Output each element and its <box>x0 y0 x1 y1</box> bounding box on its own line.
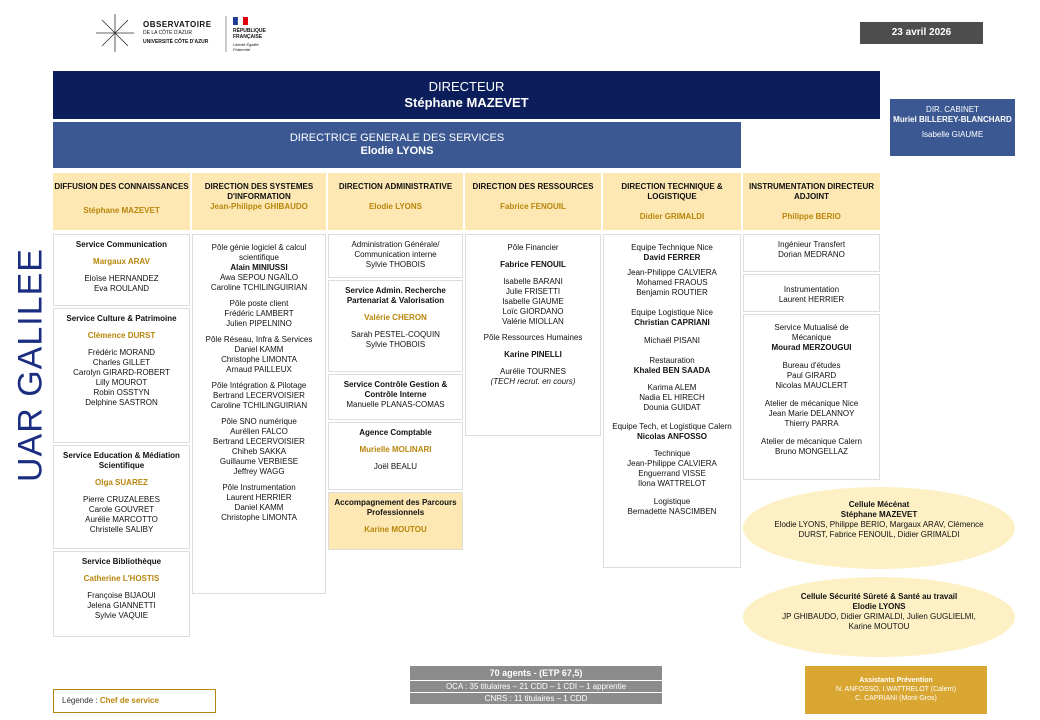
service-box <box>328 234 463 278</box>
legend-chief: Chef de service <box>99 696 159 705</box>
member: Caroline TCHILINGUIRIAN <box>210 401 308 410</box>
service-title: Agence Comptable <box>359 428 432 437</box>
group-label: Equipe Logistique Nice <box>631 308 713 317</box>
member: Laurent HERRIER <box>226 493 292 502</box>
member: Jeffrey WAGG <box>233 467 285 476</box>
group-lead: Nicolas ANFOSSO <box>637 432 707 441</box>
member: Isabelle GIAUME <box>502 297 564 306</box>
service-title: Service Culture & Patrimoine <box>66 314 177 323</box>
member: Françoise BIJAOUI <box>87 591 156 600</box>
service-chief: Catherine L'HOSTIS <box>83 574 160 583</box>
observatoire-logo <box>75 12 285 57</box>
cabinet-assistant: Isabelle GIAUME <box>921 130 984 139</box>
cellule-mecenat <box>743 487 1015 569</box>
service-title: Accompagnement des Parcours Professionnels <box>334 498 457 517</box>
service-box <box>743 274 880 312</box>
member: Isabelle BARANI <box>503 277 563 286</box>
cellule-lead: Stéphane MAZEVET <box>840 510 918 519</box>
column-header <box>328 173 463 232</box>
member: Chiheb SAKKA <box>231 447 287 456</box>
member: Lilly MOUROT <box>95 378 148 387</box>
member: Paul GIRARD <box>786 371 837 380</box>
member: Delphine SASTRON <box>85 398 158 407</box>
assistants-line1: N. ANFOSSO, I.WATTRELOT (Calern) <box>835 686 957 693</box>
member: Aurélien FALCO <box>230 427 288 436</box>
member: Christophe LIMONTA <box>221 513 297 522</box>
motto: Liberté Égalité Fraternité <box>233 42 259 52</box>
service-title: Administration Générale/ Communication interne <box>351 240 440 259</box>
service-chief: Murielle MOLINARI <box>359 445 432 454</box>
member: Sarah PESTEL-COQUIN <box>351 330 440 339</box>
member: Arnaud PAILLEUX <box>226 365 292 374</box>
service-chief: Valérie CHERON <box>364 313 427 322</box>
legend-prefix: Légende : <box>62 696 100 705</box>
member: Christelle SALIBY <box>89 525 154 534</box>
service-box <box>743 234 880 272</box>
directeur-role: DIRECTEUR <box>428 79 505 94</box>
member: Carole GOUVRET <box>88 505 155 514</box>
group-lead: Mourad MERZOUGUI <box>771 343 852 352</box>
logo-sub: DE LA CÔTE D'AZUR <box>143 30 193 36</box>
member: Sylvie THOBOIS <box>365 340 426 349</box>
service-box <box>328 492 463 550</box>
service-box <box>328 374 463 420</box>
column-chief: Jean-Philippe GHIBAUDO <box>210 202 308 211</box>
member: Julie FRISETTI <box>505 287 561 296</box>
member: Jean Marie DELANNOY <box>768 409 855 418</box>
cabinet-box <box>890 99 1015 156</box>
service-title: Service Contrôle Gestion & Contrôle Interne <box>343 380 448 399</box>
member: Valérie MIOLLAN <box>502 317 564 326</box>
group-label: Pôle Financier <box>507 243 559 252</box>
group-label: Pôle poste client <box>229 299 289 308</box>
member: Ilona WATTRELOT <box>637 479 706 488</box>
member: Frédéric LAMBERT <box>224 309 294 318</box>
cellule-lead: Elodie LYONS <box>852 602 906 611</box>
service-title: Ingénieur Transfert <box>777 240 846 249</box>
service-chief: Margaux ARAV <box>93 257 150 266</box>
member: Jean-Philippe CALVIERA <box>627 459 717 468</box>
service-title: Service Bibliothèque <box>81 557 162 566</box>
logo-uni: UNIVERSITÉ CÔTE D'AZUR <box>143 39 209 45</box>
member: Loïc GIORDANO <box>502 307 564 316</box>
member: Robin OSSTYN <box>93 388 150 397</box>
group-label: Bureau d'études <box>782 361 841 370</box>
member: Nicolas MAUCLERT <box>775 381 848 390</box>
member-note: (TECH recrut. en cours) <box>490 377 576 386</box>
member: Technique <box>653 449 691 458</box>
member: Charles GILLET <box>92 358 151 367</box>
member: Julien PIPELNINO <box>226 319 292 328</box>
column-instrumentation <box>743 173 880 480</box>
cabinet-role: DIR. CABINET <box>926 105 979 114</box>
column-chief: Didier GRIMALDI <box>639 212 705 221</box>
column-dsi <box>192 173 326 594</box>
service-box <box>53 308 190 443</box>
cellule-title: Cellule Mécénat <box>848 500 910 509</box>
service-box <box>743 314 880 480</box>
member: Bernadette NASCIMBEN <box>627 507 717 516</box>
member: Enguerrand VISSE <box>638 469 706 478</box>
member: Eva ROULAND <box>93 284 150 293</box>
stats-agents: 70 agents - (ETP 67,5) <box>410 666 662 680</box>
group-lead: Christian CAPRIANI <box>634 318 710 327</box>
cellule-securite <box>743 577 1015 657</box>
group-label: Restauration <box>649 356 695 365</box>
column-ressources <box>465 173 601 436</box>
member: Dounia GUIDAT <box>643 403 701 412</box>
column-title: DIRECTION DES SYSTEMES D'INFORMATION <box>204 182 314 201</box>
group-lead: Karine PINELLI <box>504 350 562 359</box>
cabinet-name: Muriel BILLEREY-BLANCHARD <box>893 115 1012 124</box>
column-chief: Stéphane MAZEVET <box>83 206 160 215</box>
member: Sylvie VAQUIE <box>94 611 149 620</box>
group-lead: Khaled BEN SAADA <box>633 366 711 375</box>
member: Thierry PARRA <box>784 419 839 428</box>
service-title: Service Admin. Recherche Partenariat & Valorisation <box>345 286 446 305</box>
column-header <box>465 173 601 232</box>
group-label: Atelier de mécanique Nice <box>764 399 859 408</box>
member: Joël BEALU <box>373 462 418 471</box>
service-box <box>53 445 190 549</box>
column-title: INSTRUMENTATION DIRECTEUR ADJOINT <box>748 182 875 201</box>
member: Daniel KAMM <box>234 345 284 354</box>
column-header <box>53 173 190 232</box>
assistants-line2: C. CAPRIANI (Mont-Gros) <box>855 695 937 702</box>
member: Karima ALEM <box>647 383 697 392</box>
column-title: DIFFUSION DES CONNAISSANCES <box>54 182 189 191</box>
member: Bruno MONGELLAZ <box>775 447 848 456</box>
service-title: Service Mutualisé de Mécanique <box>774 323 849 342</box>
group-label: Pôle Réseau, Infra & Services <box>205 335 313 344</box>
legend <box>53 689 216 713</box>
member: Jean-Philippe CALVIERA <box>627 268 717 277</box>
group-label: Atelier de mécanique Calern <box>761 437 862 446</box>
cellule-members: Elodie LYONS, Philippe BERIO, Margaux ARAV, Clémence DURST, Fabrice FENOUIL, Didier GRIMALDI <box>774 520 984 539</box>
member: Christophe LIMONTA <box>221 355 297 364</box>
member: Aurélie MARCOTTO <box>85 515 158 524</box>
member: Caroline TCHILINGUIRIAN <box>210 283 308 292</box>
assistants-title: Assistants Prévention <box>859 677 933 684</box>
column-title: DIRECTION ADMINISTRATIVE <box>338 182 453 191</box>
member: Sylvie THOBOIS <box>365 260 426 269</box>
member: Manuelle PLANAS-COMAS <box>346 400 445 409</box>
cellule-title: Cellule Sécurité Sûreté & Santé au travail <box>800 592 958 601</box>
group-lead: Alain MINIUSSI <box>230 263 288 272</box>
dgs-role: DIRECTRICE GENERALE DES SERVICES <box>289 132 505 144</box>
member: Bertrand LECERVOISIER <box>213 391 305 400</box>
service-title: Service Education & Médiation Scientifique <box>63 451 180 470</box>
stats-block <box>410 666 662 705</box>
service-chief: Karine MOUTOU <box>364 525 427 534</box>
ressources-box <box>465 234 601 436</box>
member: Mohamed FRAOUS <box>636 278 708 287</box>
group-lead: David FERRER <box>643 253 701 262</box>
member: Daniel KAMM <box>234 503 284 512</box>
service-box <box>328 280 463 372</box>
vertical-title-text: UAR GALILEE <box>11 248 50 482</box>
group-lead: Fabrice FENOUIL <box>500 260 566 269</box>
column-chief: Elodie LYONS <box>368 202 423 211</box>
column-header <box>743 173 880 232</box>
dgs-box <box>53 122 741 168</box>
date-badge: 23 avril 2026 <box>860 22 983 44</box>
column-header <box>192 173 326 232</box>
dsi-box <box>192 234 326 594</box>
member: Jelena GIANNETTI <box>87 601 156 610</box>
technique-box <box>603 234 741 568</box>
column-technique <box>603 173 741 568</box>
group-label: Pôle SNO numérique <box>221 417 297 426</box>
service-title: Service Communication <box>75 240 168 249</box>
column-header <box>603 173 741 232</box>
column-diffusion <box>53 173 190 637</box>
member: Dorian MEDRANO <box>778 250 845 259</box>
member: Benjamin ROUTIER <box>636 288 708 297</box>
group-label: Pôle Intégration & Pilotage <box>211 381 307 390</box>
member: Carolyn GIRARD-ROBERT <box>73 368 170 377</box>
vertical-title <box>6 248 56 482</box>
column-admin <box>328 173 463 550</box>
member: Aurélie TOURNES <box>500 367 566 376</box>
assistants-box <box>805 666 987 714</box>
column-chief: Philippe BERIO <box>782 212 841 221</box>
column-chief: Fabrice FENOUIL <box>500 202 566 211</box>
dgs-name: Elodie LYONS <box>360 145 434 157</box>
group-label: Pôle Instrumentation <box>222 483 296 492</box>
member: Michaël PISANI <box>643 336 701 345</box>
member: Eloïse HERNANDEZ <box>84 274 159 283</box>
member: Guillaume VERBIESE <box>219 457 299 466</box>
service-chief: Clémence DURST <box>87 331 156 340</box>
member: Awa SEPOU NGAÏLO <box>219 273 299 282</box>
member: Nadia EL HIRECH <box>639 393 705 402</box>
service-chief: Olga SUAREZ <box>95 478 148 487</box>
directeur-name: Stéphane MAZEVET <box>404 95 529 110</box>
service-title: Instrumentation <box>783 285 840 294</box>
group-label: Equipe Technique Nice <box>631 243 713 252</box>
service-box <box>53 551 190 637</box>
stats-oca: OCA : 35 titulaires – 21 CDD – 1 CDI – 1 apprentie <box>410 681 662 692</box>
member: Pierre CRUZALEBES <box>83 495 160 504</box>
column-title: DIRECTION TECHNIQUE & LOGISTIQUE <box>621 182 723 201</box>
logo-name: OBSERVATOIRE <box>143 20 212 29</box>
stats-cnrs: CNRS : 11 titulaires – 1 CDD <box>410 693 662 704</box>
cellule-members: JP GHIBAUDO, Didier GRIMALDI, Julien GUGLIELMI, Karine MOUTOU <box>782 612 976 631</box>
member: Frédéric MORAND <box>87 348 156 357</box>
member: Logistique <box>653 497 691 506</box>
column-title: DIRECTION DES RESSOURCES <box>472 182 594 191</box>
service-box <box>53 234 190 306</box>
group-label: Pôle génie logiciel & calcul scientifique <box>211 243 307 262</box>
group-label: Pôle Ressources Humaines <box>483 333 583 342</box>
member: Bertrand LECERVOISIER <box>213 437 305 446</box>
service-box <box>328 422 463 490</box>
republic-label: RÉPUBLIQUE FRANÇAISE <box>233 28 266 40</box>
member: Laurent HERRIER <box>778 295 845 304</box>
directeur-box <box>53 71 880 119</box>
group-label: Equipe Tech, et Logistique Calern <box>612 422 732 431</box>
